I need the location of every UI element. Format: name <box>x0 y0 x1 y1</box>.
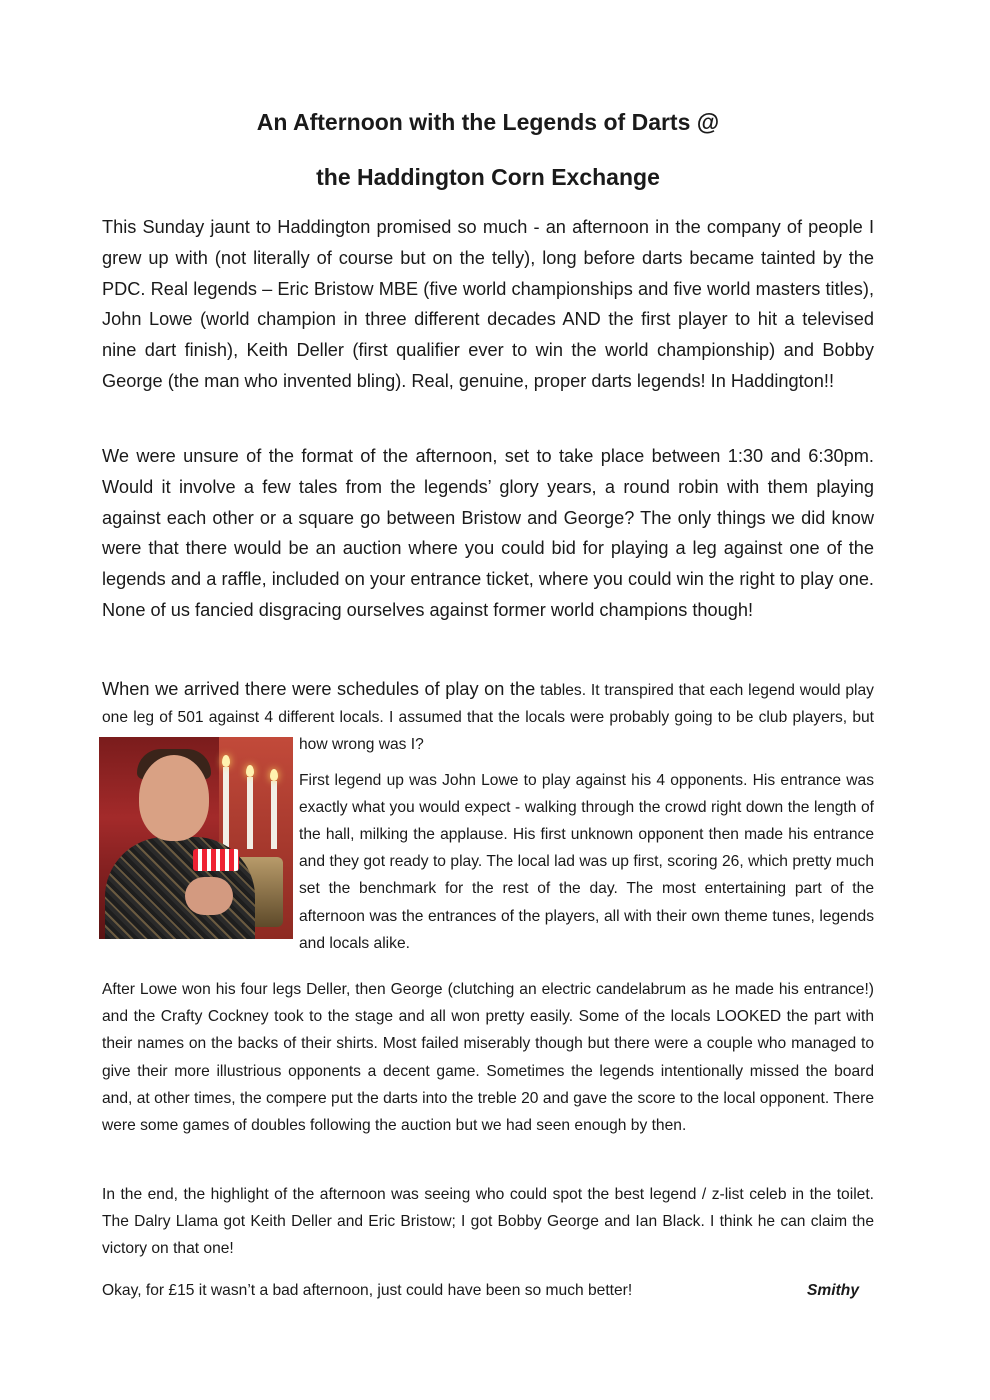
candle <box>223 767 229 847</box>
legend-photo <box>99 737 293 939</box>
candle-flame <box>246 765 254 777</box>
paragraph-intro: This Sunday jaunt to Haddington promised so much - an afternoon in the company of people I grew up with (not literally of course but on the telly), long before darts became tainted by the PDC. Real legends – Eric Bristow MBE (five world championships and five world masters titles), John Lowe (world champion in three different decades AND the first player to hit a televised nine dart finish), Keith Deller (first qualifier ever to win the world championship) and Bobby George (the man who invented bling). Real, genuine, proper darts legends! In Haddington!! <box>102 217 874 391</box>
darts <box>193 849 239 871</box>
candle-flame <box>222 755 230 767</box>
paragraph-john-lowe: First legend up was John Lowe to play against his 4 opponents. His entrance was exactly what you would expect - walking through the crowd right down the length of the hall, milking the applause. His first unknown opponent then made his entrance and they got ready to play. The local lad was up first, scoring 26, which pretty much set the benchmark for the rest of the day. The most entertaining part of the afternoon was the entrances of the players, all with their own theme tunes, legends and locals alike. <box>299 771 874 952</box>
paragraph-arrival-block <box>102 672 874 957</box>
paragraph-arrival-rest: tables. It transpired that each legend would play one leg of 501 against 4 different locals. I assumed that the locals were probably going to be club players, but how wrong was I? <box>102 682 874 754</box>
paragraph-highlight: In the end, the highlight of the afternoon was seeing who could spot the best legend / z-list celeb in the toilet. The Dalry Llama got Keith Deller and Eric Bristow; I got Bobby George and Ian Black. I think he can claim the victory on that one! <box>102 1186 874 1258</box>
face <box>139 755 209 841</box>
closing-line <box>102 1277 874 1304</box>
candle <box>271 781 277 849</box>
paragraph-format: We were unsure of the format of the afternoon, set to take place between 1:30 and 6:30pm. Would it involve a few tales from the legends’ glory years, a round robin with them playing against each other or a square go between Bristow and George? The only things we did know were that there would be an auction where you could bid for playing a leg against one of the legends and a raffle, included on your entrance ticket, where you could win the right to play one. None of us fancied disgracing ourselves against former world champions though! <box>102 446 874 620</box>
paragraph-results: After Lowe won his four legs Deller, then George (clutching an electric candelabrum as he made his entrance!) and the Crafty Cockney took to the stage and all won pretty easily. Some of the locals LOOKED the part with their names on the backs of their shirts. Most failed miserably though but there were a couple who managed to give their more illustrious opponents a decent game. Sometimes the legends intentionally missed the board and, at other times, the compere put the darts into the treble 20 and gave the score to the local opponent. There were some games of doubles following the auction but we had seen enough by then. <box>102 981 874 1135</box>
signature: Smithy <box>807 1282 859 1299</box>
hand <box>185 877 233 915</box>
candle <box>247 777 253 849</box>
article-title-line-2: the Haddington Corn Exchange <box>316 164 660 190</box>
paragraph-arrival-lead: When we arrived there were schedules of play on the <box>102 679 536 699</box>
closing-text: Okay, for £15 it wasn’t a bad afternoon, just could have been so much better! <box>102 1282 633 1299</box>
article-title-line-1: An Afternoon with the Legends of Darts @ <box>256 109 720 135</box>
candle-flame <box>270 769 278 781</box>
